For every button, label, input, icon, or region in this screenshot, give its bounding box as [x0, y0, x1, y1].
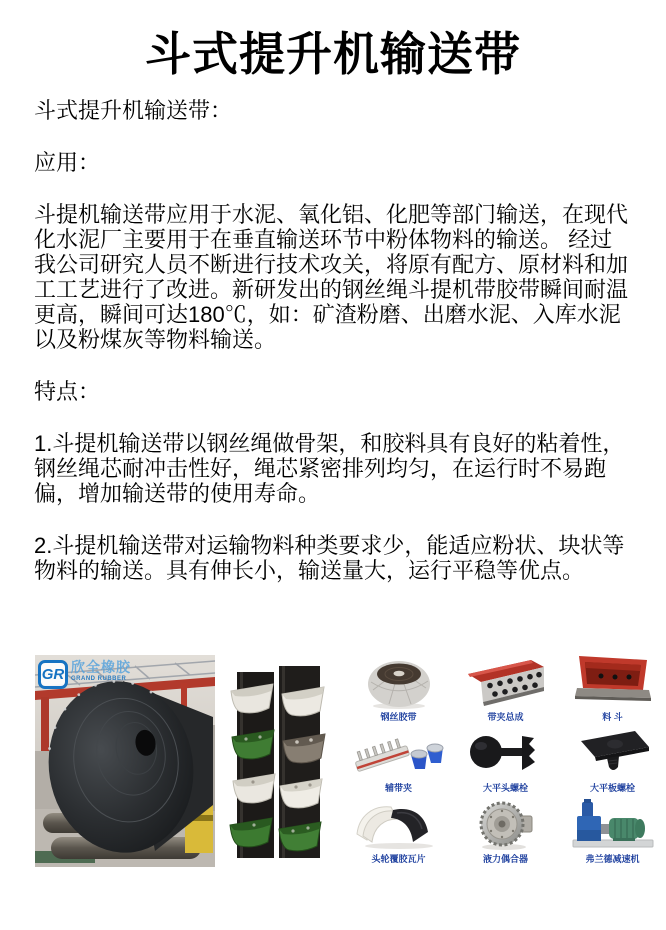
factory-belt-roll-photo: [35, 655, 215, 867]
parts-grid: [345, 652, 666, 865]
part-item: [559, 723, 666, 794]
part-thumb-aux-belt-clamp: [349, 725, 449, 781]
intro-line: 斗式提升机输送带：: [34, 98, 233, 123]
part-item: [345, 652, 452, 723]
part-item: [345, 794, 452, 865]
product-gallery: [0, 650, 666, 930]
application-text: 斗提机输送带应用于水泥、氧化铝、化肥等部门输送，在现代化水泥厂主要用于在垂直输送环节中粉体物料的输送。 经过我公司研究人员不断进行技术攻关，将原有配方、原材料和加工工艺进行了改进。新研发出的钢丝绳斗提机带胶带瞬间耐温更高，瞬间可达180℃，如：矿渣粉磨、出磨水泥、入库水泥以及粉煤灰等物料输送。: [34, 202, 629, 352]
logo-text: [71, 660, 131, 683]
part-label: 大平头螺栓: [482, 783, 528, 793]
grand-rubber-logo: [38, 660, 131, 689]
part-item: [452, 652, 559, 723]
part-thumb-flat-head-bolt: [456, 725, 556, 781]
part-label: 料 斗: [602, 712, 623, 722]
features-heading: 特点：: [34, 379, 101, 404]
part-thumb-hopper: [563, 654, 663, 710]
feature-item-1: 1.斗提机输送带以钢丝绳做骨架，和胶料具有良好的粘着性，钢丝绳芯耐冲击性好，绳芯紧密排列均匀，在运行时不易跑偏，增加输送带的使用寿命。: [34, 431, 625, 506]
part-thumb-belt-clamp-assembly: [456, 654, 556, 710]
part-item: [559, 652, 666, 723]
part-item: [452, 794, 559, 865]
part-thumb-pulley-lagging-tiles: [349, 796, 449, 852]
part-label: 钢丝胶带: [380, 712, 417, 722]
part-item: [345, 723, 452, 794]
part-item: [559, 794, 666, 865]
part-label: 头轮覆胶瓦片: [371, 854, 426, 864]
part-label: 带夹总成: [487, 712, 524, 722]
part-label: 辅带夹: [384, 783, 412, 793]
article-body: [34, 98, 633, 610]
buckets-illustration: [228, 664, 335, 860]
feature-item-2: 2.斗提机输送带对运输物料种类要求少，能适应粉状、块状等物料的输送。具有伸长小，输送量大，运行平稳等优点。: [34, 533, 625, 583]
part-thumb-steel-cord-belt: [349, 654, 449, 710]
page-title: 斗式提升机输送带: [145, 28, 521, 80]
logo-name-cn: 欣全橡胶: [71, 659, 131, 675]
part-thumb-fluid-coupling: [456, 796, 556, 852]
application-heading: 应用：: [34, 150, 101, 175]
part-item: [452, 723, 559, 794]
part-thumb-flat-plate-bolt: [563, 725, 663, 781]
elevator-buckets-photo: [228, 664, 335, 860]
part-label: 液力偶合器: [482, 854, 528, 864]
part-thumb-flender-reducer: [563, 796, 663, 852]
part-label: 大平板螺栓: [589, 783, 635, 793]
part-label: 弗兰德减速机: [585, 854, 640, 864]
logo-name-en: GRAND RUBBER: [71, 676, 127, 682]
logo-gr-monogram: GR: [38, 660, 68, 689]
